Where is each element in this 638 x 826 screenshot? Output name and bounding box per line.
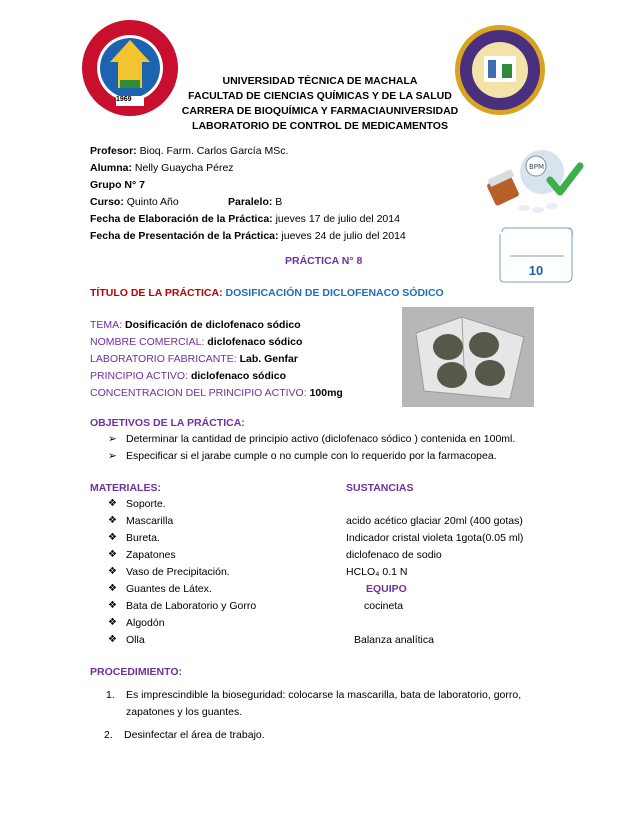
tema-line (90, 318, 301, 332)
elaboracion-line (90, 212, 400, 226)
material-item: ❖ Soporte. (126, 497, 166, 511)
material-item: ❖ Mascarilla (126, 514, 173, 528)
laboratorio-line (90, 352, 298, 366)
profesor-value: Bioq. Farm. Carlos García MSc. (139, 145, 289, 157)
titulo-label: TÍTULO DE LA PRÁCTICA: (90, 287, 223, 299)
seal-year: 1969 (116, 96, 132, 103)
tema-value: Dosificación de diclofenaco sódico (125, 319, 301, 331)
objetivos-title: OBJETIVOS DE LA PRÁCTICA: (90, 417, 245, 429)
titulo-line (90, 286, 444, 300)
step-number: 1. (106, 689, 115, 701)
nombre-comercial-label: NOMBRE COMERCIAL: (90, 336, 205, 348)
header-career: CARRERA DE BIOQUÍMICA Y FARMACIAUNIVERSIDAD (181, 105, 459, 117)
material-item: ❖ Guantes de Látex. (126, 582, 212, 596)
paralelo-label: Paralelo: (228, 196, 273, 208)
header-university: UNIVERSIDAD TÉCNICA DE MACHALA (222, 75, 418, 87)
step-text: Desinfectar el área de trabajo. (124, 729, 265, 741)
concentracion-label: CONCENTRACION DEL PRINCIPIO ACTIVO: (90, 387, 307, 399)
header-faculty: FACULTAD DE CIENCIAS QUÍMICAS Y DE LA SALUD (188, 90, 452, 102)
nombre-comercial-line (90, 335, 302, 349)
sustancia-item: diclofenaco de sodio (346, 549, 442, 561)
material-item: ❖ Algodón (126, 616, 165, 630)
sustancia-item: HCLO₄ 0.1 N (346, 566, 408, 578)
equipo-item: Balanza analítica (354, 634, 434, 646)
concentracion-line (90, 386, 343, 400)
sustancia-item: Indicador cristal violeta 1gota(0.05 ml) (346, 532, 524, 544)
objetivo-item: ➢ Determinar la cantidad de principio activo (diclofenaco sódico ) contenida en 100ml. (126, 432, 515, 446)
curso-line (90, 195, 179, 209)
material-item: ❖ Bureta. (126, 531, 160, 545)
nombre-comercial-value: diclofenaco sódico (207, 336, 303, 348)
procedimiento-title: PROCEDIMIENTO: (90, 666, 182, 678)
procedimiento-step-continuation: zapatones y los guantes. (126, 706, 243, 718)
material-item: ❖ Olla (126, 633, 145, 647)
profesor-line (90, 144, 288, 158)
curso-label: Curso: (90, 196, 124, 208)
principio-activo-value: diclofenaco sódico (190, 370, 287, 382)
sustancia-item: acido acético glaciar 20ml (400 gotas) (346, 515, 523, 527)
tema-label: TEMA: (90, 319, 123, 331)
elaboracion-value: jueves 17 de julio del 2014 (275, 213, 400, 225)
material-item: ❖ Zapatones (126, 548, 176, 562)
paralelo-value: B (275, 196, 283, 208)
objetivo-item: ➢ Especificar si el jarabe cumple o no cumple con lo requerido por la farmacopea. (126, 449, 497, 463)
materiales-title: MATERIALES: (90, 482, 161, 494)
titulo-value: DOSIFICACIÓN DE DICLOFENACO SÓDICO (225, 287, 444, 299)
step-number: 2. (104, 729, 113, 741)
presentacion-label: Fecha de Presentación de la Práctica: (90, 230, 279, 242)
alumna-line (90, 161, 234, 175)
step-text: Es imprescindible la bioseguridad: colocarse la mascarilla, bata de laboratorio, gorro, (126, 689, 522, 701)
score-value: 10 (528, 263, 544, 278)
elaboracion-label: Fecha de Elaboración de la Práctica: (90, 213, 273, 225)
presentacion-line (90, 229, 406, 243)
practica-number: PRÁCTICA N° 8 (285, 255, 363, 267)
alumna-label: Alumna: (90, 162, 132, 174)
procedimiento-step (106, 688, 522, 702)
concentracion-value: 100mg (309, 387, 343, 399)
svg-text:BPM: BPM (529, 163, 545, 171)
presentacion-value: jueves 24 de julio del 2014 (281, 230, 406, 242)
profesor-label: Profesor: (90, 145, 137, 157)
curso-value: Quinto Año (126, 196, 179, 208)
grupo-line: Grupo N° 7 (90, 179, 145, 191)
header-lab: LABORATORIO DE CONTROL DE MEDICAMENTOS (192, 120, 448, 132)
laboratorio-label: LABORATORIO FABRICANTE: (90, 353, 237, 365)
principio-activo-line (90, 369, 286, 383)
material-item: ❖ Bata de Laboratorio y Gorro (126, 599, 256, 613)
blister-photo (402, 307, 534, 407)
procedimiento-step (104, 728, 265, 742)
bpm-image (484, 148, 588, 218)
equipo-item: cocineta (364, 600, 404, 612)
sustancias-title: SUSTANCIAS (346, 482, 414, 494)
alumna-value: Nelly Guaycha Pérez (134, 162, 234, 174)
equipo-title: EQUIPO (366, 583, 407, 595)
material-item: ❖ Vaso de Precipitación. (126, 565, 230, 579)
laboratorio-value: Lab. Genfar (239, 353, 298, 365)
paralelo-line (228, 195, 282, 209)
principio-activo-label: PRINCIPIO ACTIVO: (90, 370, 189, 382)
